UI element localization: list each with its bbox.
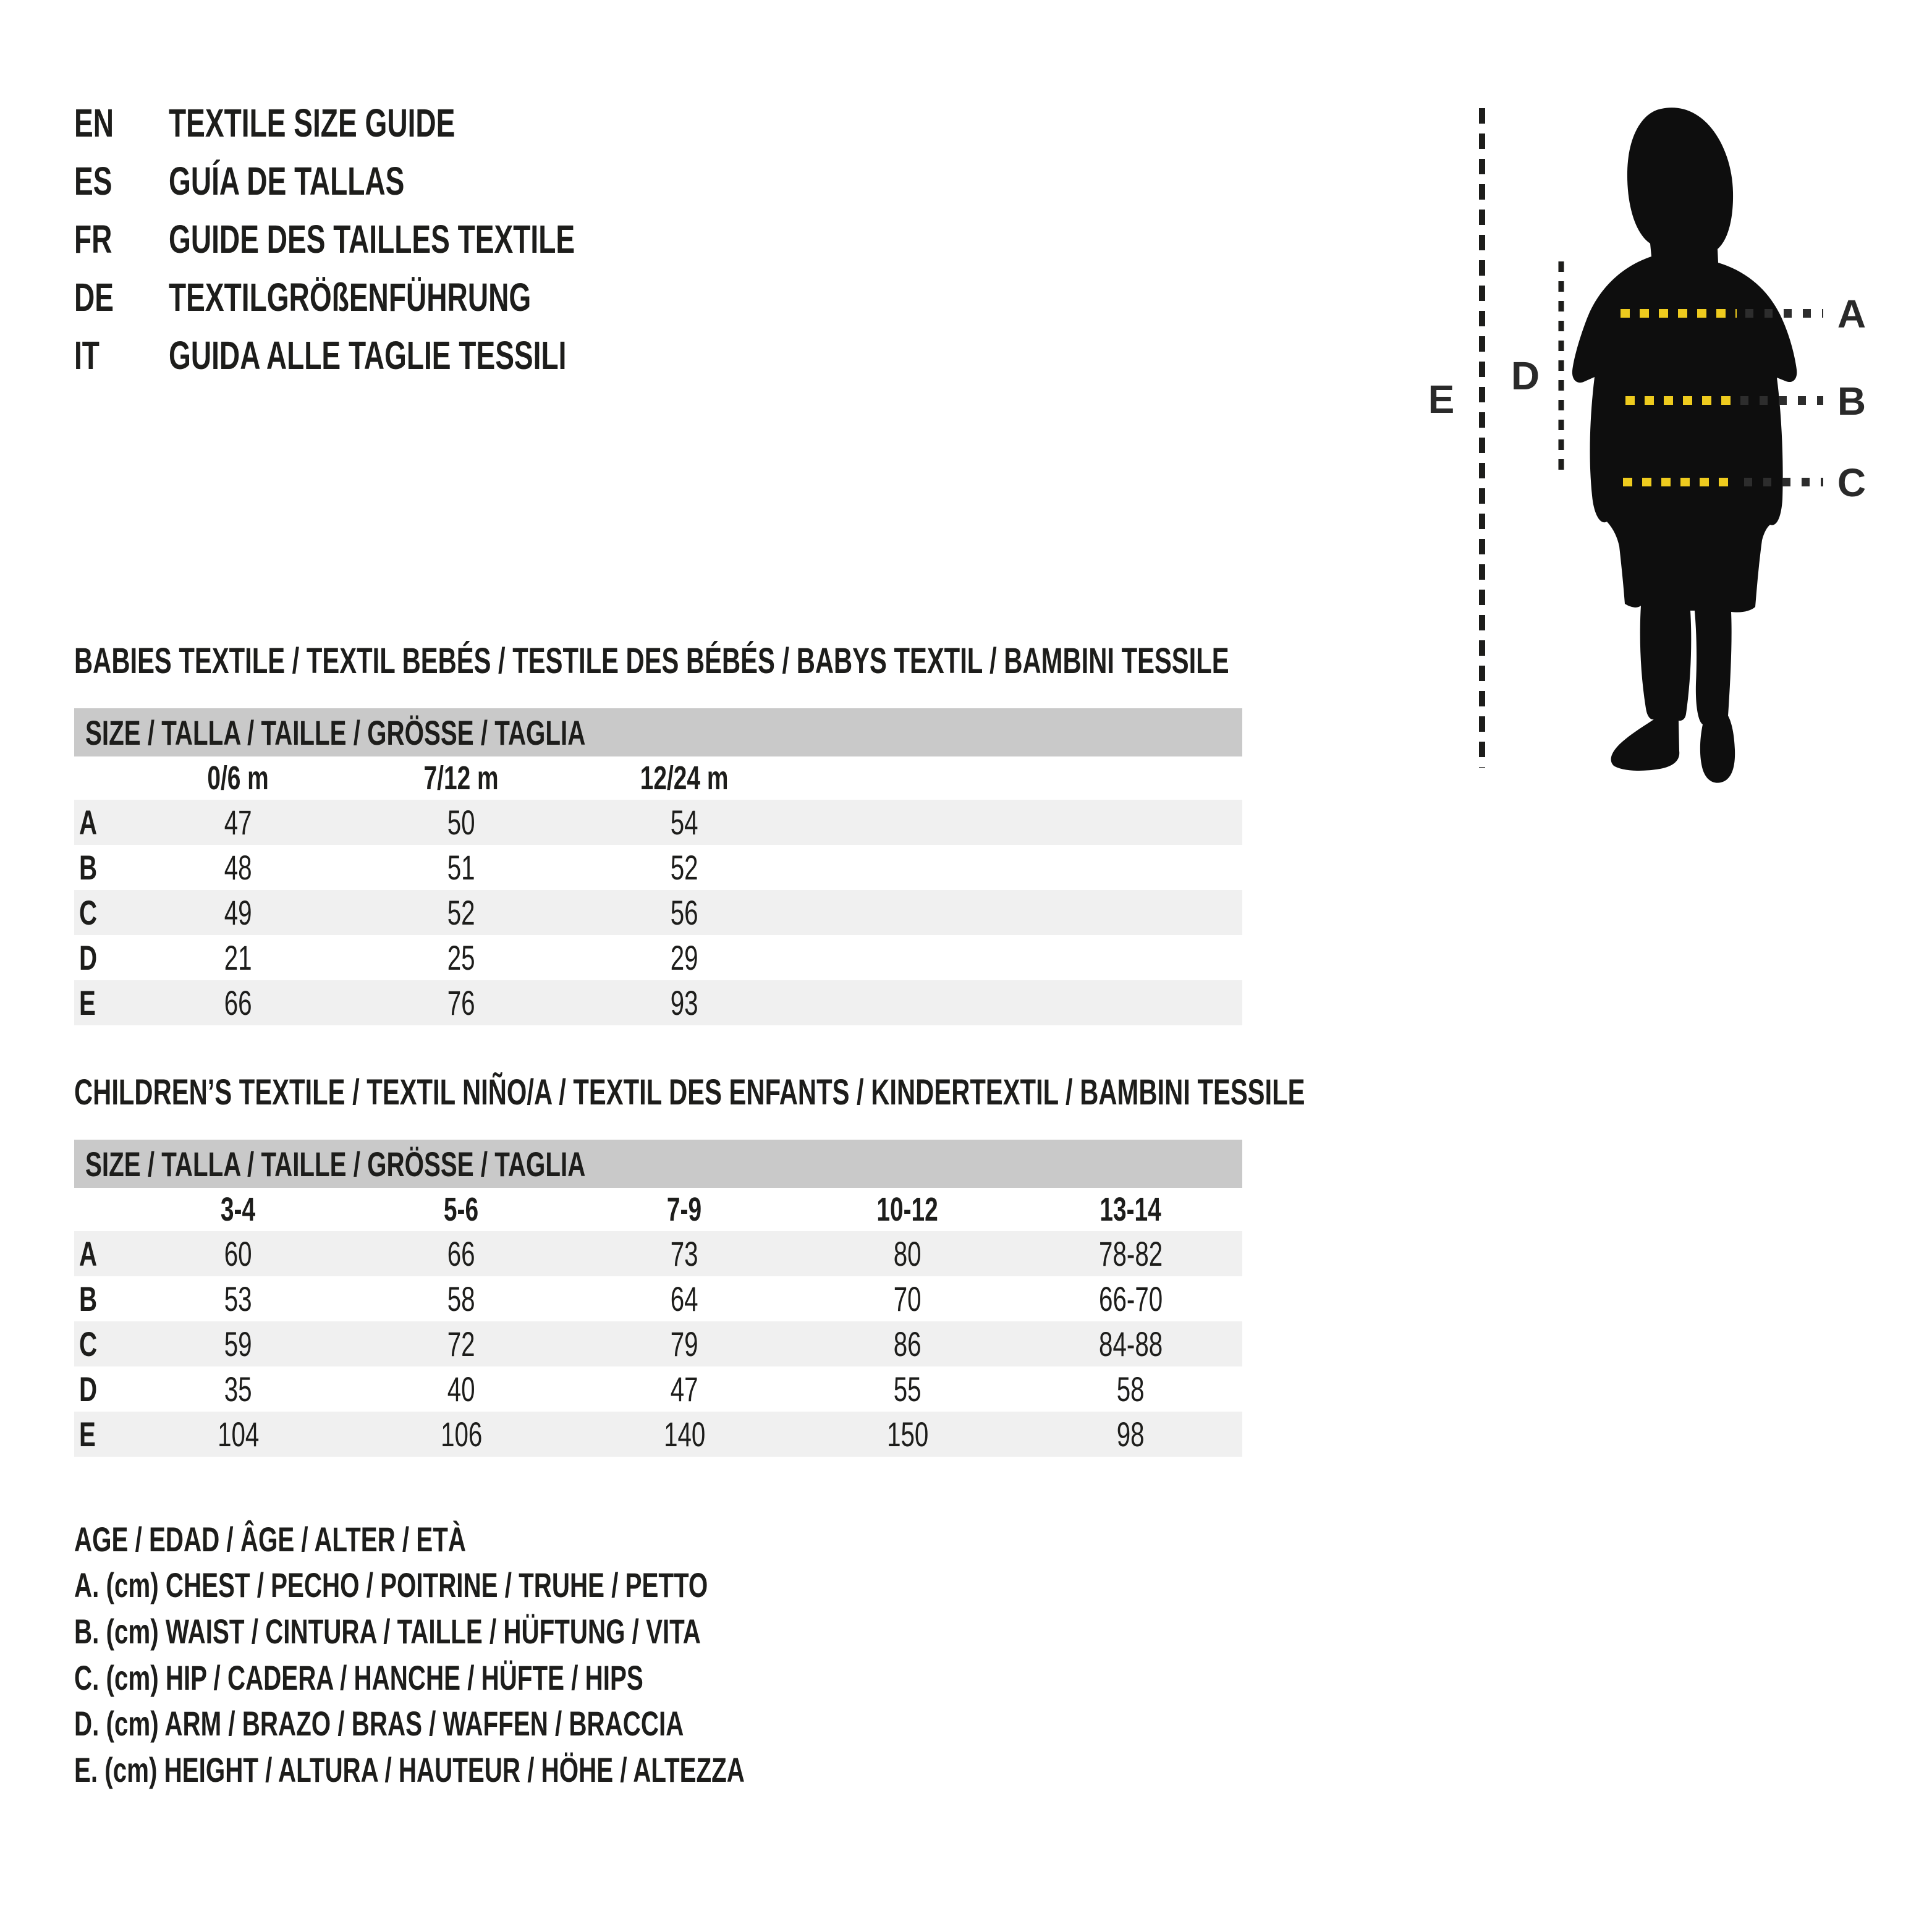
- cell-value: 66: [447, 1234, 475, 1273]
- cell-value: 104: [217, 1415, 260, 1454]
- babies-section-title-text: BABIES TEXTILE / TEXTIL BEBÉS / TESTILE DES BÉBÉS / BABYS TEXTIL / BAMBINI TESSILE: [74, 640, 1229, 681]
- lang-title: GUÍA DE TALLAS: [169, 159, 405, 203]
- cell-value: 50: [447, 803, 475, 842]
- children-size-header-bar: [74, 1140, 1242, 1188]
- cell-value: 25: [447, 938, 475, 977]
- row-label: C: [79, 1324, 98, 1363]
- cell-value: 56: [671, 893, 698, 932]
- babies-col-12-24m: 12/24 m: [640, 760, 729, 797]
- label-b: B: [1837, 379, 1866, 423]
- lang-code: ES: [74, 159, 112, 203]
- row-label: D: [79, 1370, 98, 1409]
- cell-value: 150: [886, 1415, 929, 1454]
- children-section-title-text: CHILDREN’S TEXTILE / TEXTIL NIÑO/A / TEXTIL DES ENFANTS / KINDERTEXTIL / BAMBINI TESSILE: [74, 1072, 1305, 1112]
- children-size-header-text: SIZE / TALLA / TAILLE / GRÖSSE / TAGLIA: [85, 1144, 586, 1184]
- cell-value: 51: [447, 848, 475, 887]
- lang-code: IT: [74, 333, 100, 378]
- row-label: D: [79, 938, 98, 977]
- label-c: C: [1837, 460, 1866, 505]
- table-row: [74, 800, 1242, 845]
- children-column-headers: [74, 1188, 1242, 1231]
- cell-value: 55: [894, 1370, 922, 1409]
- table-row: [74, 845, 1242, 890]
- label-a: A: [1837, 292, 1866, 336]
- lang-row-en: [74, 94, 733, 152]
- lang-title: GUIDA ALLE TAGLIE TESSILI: [169, 333, 567, 378]
- cell-value: 70: [894, 1279, 922, 1318]
- children-section-title: [74, 1072, 1784, 1112]
- lang-row-fr: [74, 210, 733, 268]
- cell-value: 59: [224, 1324, 252, 1363]
- cell-value: 80: [894, 1234, 922, 1273]
- measurement-diagram: [1409, 93, 1904, 803]
- row-label: A: [79, 803, 98, 842]
- table-row: [74, 1276, 1242, 1321]
- cell-value: 72: [447, 1324, 475, 1363]
- language-title-list: [74, 94, 733, 384]
- table-row: [74, 935, 1242, 980]
- cell-value: 29: [671, 938, 698, 977]
- cell-value: 49: [224, 893, 252, 932]
- cell-value: 98: [1117, 1415, 1145, 1454]
- lang-row-es: [74, 152, 733, 210]
- cell-value: 47: [224, 803, 252, 842]
- cell-value: 53: [224, 1279, 252, 1318]
- babies-size-table: [74, 708, 1242, 1025]
- child-silhouette: [1572, 108, 1797, 783]
- lang-code: DE: [74, 275, 114, 320]
- cell-value: 48: [224, 848, 252, 887]
- cell-value: 64: [671, 1279, 698, 1318]
- table-row: [74, 1366, 1242, 1412]
- legend-age: AGE / EDAD / ÂGE / ALTER / ETÀ: [74, 1519, 466, 1559]
- babies-size-header-text: SIZE / TALLA / TAILLE / GRÖSSE / TAGLIA: [85, 713, 586, 752]
- cell-value: 40: [447, 1370, 475, 1409]
- lang-title: GUIDE DES TAILLES TEXTILE: [169, 217, 575, 261]
- legend-height: E. (cm) HEIGHT / ALTURA / HAUTEUR / HÖHE / ALTEZZA: [74, 1750, 745, 1789]
- lang-title: TEXTILE SIZE GUIDE: [169, 101, 455, 145]
- legend-hip: C. (cm) HIP / CADERA / HANCHE / HÜFTE / HIPS: [74, 1658, 643, 1697]
- label-d: D: [1510, 354, 1540, 398]
- cell-value: 58: [1117, 1370, 1145, 1409]
- babies-size-header-bar: [74, 708, 1242, 756]
- cell-value: 58: [447, 1279, 475, 1318]
- measurement-legend: [74, 1516, 1006, 1793]
- cell-value: 86: [894, 1324, 922, 1363]
- cell-value: 66-70: [1098, 1279, 1163, 1318]
- children-col-3-4: 3-4: [221, 1191, 256, 1228]
- cell-value: 76: [447, 983, 475, 1022]
- legend-arm: D. (cm) ARM / BRAZO / BRAS / WAFFEN / BRACCIA: [74, 1704, 684, 1743]
- cell-value: 140: [663, 1415, 706, 1454]
- cell-value: 54: [671, 803, 698, 842]
- babies-col-7-12m: 7/12 m: [423, 760, 499, 797]
- lang-row-it: [74, 326, 733, 384]
- legend-chest: A. (cm) CHEST / PECHO / POITRINE / TRUHE / PETTO: [74, 1566, 708, 1605]
- row-label: B: [79, 1279, 98, 1318]
- lang-code: EN: [74, 101, 114, 145]
- cell-value: 52: [447, 893, 475, 932]
- cell-value: 93: [671, 983, 698, 1022]
- table-row: [74, 1321, 1242, 1366]
- babies-col-0-6m: 0/6 m: [207, 760, 269, 797]
- row-label: B: [79, 848, 98, 887]
- cell-value: 52: [671, 848, 698, 887]
- cell-value: 66: [224, 983, 252, 1022]
- children-size-table: [74, 1140, 1242, 1457]
- cell-value: 106: [440, 1415, 483, 1454]
- row-label: E: [79, 1415, 96, 1454]
- children-col-7-9: 7-9: [667, 1191, 702, 1228]
- legend-waist: B. (cm) WAIST / CINTURA / TAILLE / HÜFTUNG / VITA: [74, 1611, 701, 1651]
- children-col-13-14: 13-14: [1099, 1191, 1162, 1228]
- children-col-5-6: 5-6: [444, 1191, 479, 1228]
- children-col-10-12: 10-12: [876, 1191, 939, 1228]
- table-row: [74, 980, 1242, 1025]
- table-row: [74, 890, 1242, 935]
- row-label: A: [79, 1234, 98, 1273]
- lang-row-de: [74, 268, 733, 326]
- cell-value: 47: [671, 1370, 698, 1409]
- cell-value: 78-82: [1098, 1234, 1163, 1273]
- cell-value: 84-88: [1098, 1324, 1163, 1363]
- cell-value: 73: [671, 1234, 698, 1273]
- babies-column-headers: [74, 756, 1242, 800]
- label-e: E: [1428, 377, 1455, 422]
- table-row: [74, 1231, 1242, 1276]
- lang-code: FR: [74, 217, 112, 261]
- cell-value: 79: [671, 1324, 698, 1363]
- row-label: C: [79, 893, 98, 932]
- table-row: [74, 1412, 1242, 1457]
- babies-section-title: [74, 640, 1678, 681]
- cell-value: 21: [224, 938, 252, 977]
- cell-value: 60: [224, 1234, 252, 1273]
- cell-value: 35: [224, 1370, 252, 1409]
- row-label: E: [79, 983, 96, 1022]
- lang-title: TEXTILGRÖßENFÜHRUNG: [169, 275, 532, 320]
